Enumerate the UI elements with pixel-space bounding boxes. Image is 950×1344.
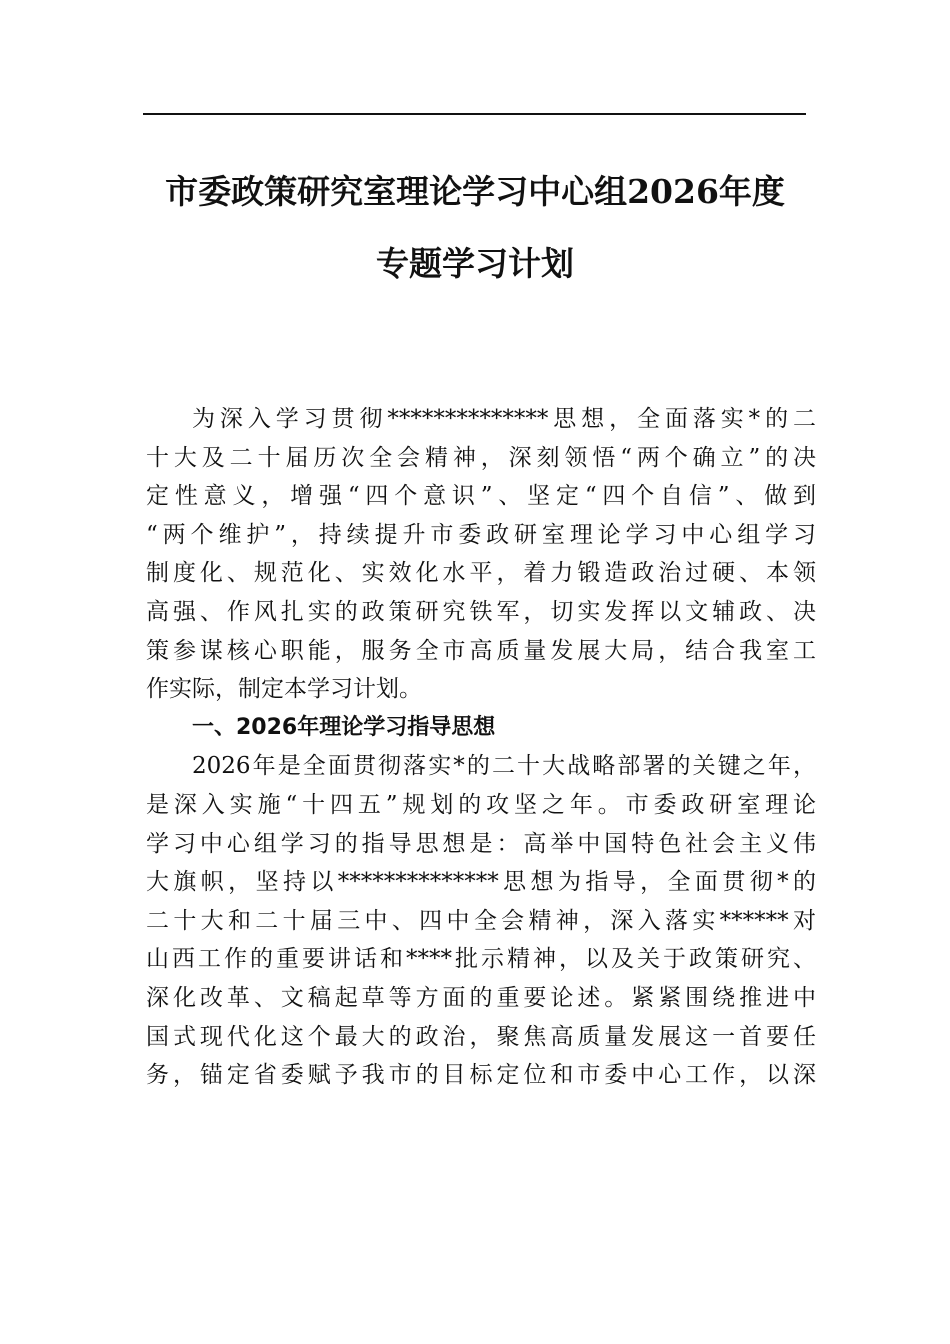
- section-line: 务，锚定省委赋予我市的目标定位和市委中心工作，以深: [146, 1062, 816, 1089]
- intro-line: 为深入学习贯彻**************思想，全面落实*的二: [192, 406, 816, 432]
- section-line: 山西工作的重要讲话和****批示精神，以及关于政策研究、: [146, 946, 816, 973]
- intro-line: 十大及二十届历次全会精神，深刻领悟“两个确立”的决: [146, 444, 816, 471]
- intro-line: 高强、作风扎实的政策研究铁军，切实发挥以文辅政、决: [146, 598, 816, 625]
- intro-line: 作实际，制定本学习计划。: [146, 676, 422, 703]
- section-line: 深化改革、文稿起草等方面的重要论述。紧紧围绕推进中: [146, 984, 816, 1011]
- document-body: [146, 400, 816, 1095]
- document-title-line-2: 专题学习计划: [376, 244, 574, 283]
- intro-line: “两个维护”，持续提升市委政研室理论学习中心组学习: [146, 521, 816, 548]
- section-line: 是深入实施“十四五”规划的攻坚之年。市委政研室理论: [146, 791, 816, 818]
- intro-line: 制度化、规范化、实效化水平，着力锻造政治过硬、本领: [146, 560, 816, 587]
- section-line: 2026年是全面贯彻落实*的二十大战略部署的关键之年，: [192, 753, 816, 780]
- section-line: 大旗帜，坚持以**************思想为指导，全面贯彻*的: [146, 869, 816, 896]
- intro-line: 定性意义，增强“四个意识”、坚定“四个自信”、做到: [146, 483, 816, 510]
- section-line: 国式现代化这个最大的政治，聚焦高质量发展这一首要任: [146, 1023, 816, 1050]
- section-heading: 一、2026年理论学习指导思想: [192, 714, 496, 740]
- section-line: 学习中心组学习的指导思想是：高举中国特色社会主义伟: [146, 830, 816, 857]
- section-line: 二十大和二十届三中、四中全会精神，深入落实******对: [146, 907, 816, 934]
- header-rule: [143, 113, 806, 115]
- document-title-line-1: 市委政策研究室理论学习中心组2026年度: [165, 172, 785, 211]
- intro-line: 策参谋核心职能，服务全市高质量发展大局，结合我室工: [146, 637, 816, 664]
